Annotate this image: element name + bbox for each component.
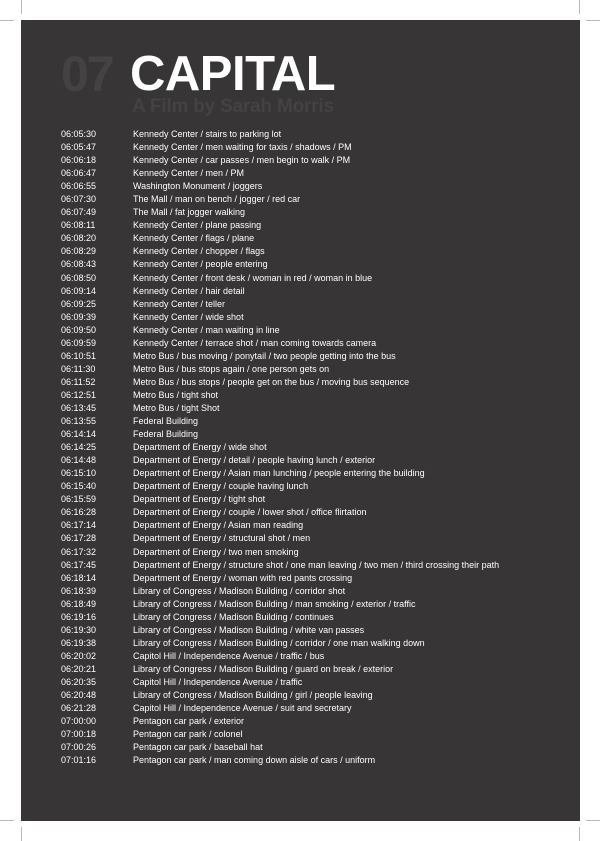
shot-row — [61, 454, 571, 467]
shot-timecode: 06:12:51 — [61, 389, 97, 400]
shot-description: The Mall / man on bench / jogger / red car — [133, 194, 301, 205]
shot-row — [61, 193, 571, 206]
shot-description: Pentagon car park / exterior — [133, 716, 245, 727]
shot-row — [61, 741, 571, 754]
shot-row — [61, 180, 571, 193]
film-subtitle: A Film by Sarah Morris — [132, 96, 334, 117]
shot-timecode: 06:09:50 — [61, 324, 97, 335]
shot-row — [61, 141, 571, 154]
shot-description: Capitol Hill / Independence Avenue / suit and secretary — [133, 703, 352, 714]
shot-timecode: 06:18:49 — [61, 598, 97, 609]
shot-description: Library of Congress / Madison Building / guard on break / exterior — [133, 663, 394, 674]
shot-description: Department of Energy / couple having lunch — [133, 481, 309, 492]
shot-description: Department of Energy / Asian man reading — [133, 520, 304, 531]
shot-description: Capitol Hill / Independence Avenue / traffic — [133, 676, 303, 687]
shot-row — [61, 154, 571, 167]
shot-timecode: 07:00:18 — [61, 729, 97, 740]
shot-description: Washington Monument / joggers — [133, 181, 263, 192]
shot-timecode: 06:15:40 — [61, 481, 97, 492]
shot-timecode: 06:21:28 — [61, 703, 97, 714]
shot-timecode: 06:20:02 — [61, 650, 97, 661]
shot-description: Pentagon car park / colonel — [133, 729, 243, 740]
shot-timecode: 06:09:14 — [61, 285, 97, 296]
shot-row — [61, 480, 571, 493]
shot-timecode: 06:08:50 — [61, 272, 97, 283]
shot-description: Department of Energy / tight shot — [133, 494, 266, 505]
shot-timecode: 06:06:47 — [61, 168, 97, 179]
shot-row — [61, 272, 571, 285]
shot-timecode: 07:00:26 — [61, 742, 97, 753]
crop-mark — [586, 820, 600, 821]
shot-row — [61, 702, 571, 715]
shot-row — [61, 532, 571, 545]
shot-timecode: 06:08:29 — [61, 246, 97, 257]
shot-row — [61, 728, 571, 741]
shot-timecode: 07:01:16 — [61, 755, 97, 766]
shot-timecode: 06:13:45 — [61, 402, 97, 413]
shot-timecode: 06:13:55 — [61, 416, 97, 427]
poster-header — [61, 46, 561, 116]
shot-row — [61, 585, 571, 598]
shot-row — [61, 415, 571, 428]
shot-timecode: 06:06:55 — [61, 181, 97, 192]
shot-description: Library of Congress / Madison Building / man smoking / exterior / traffic — [133, 598, 416, 609]
shot-row — [61, 663, 571, 676]
shot-timecode: 06:09:39 — [61, 311, 97, 322]
shot-timecode: 06:07:30 — [61, 194, 97, 205]
shot-row — [61, 206, 571, 219]
shot-description: Department of Energy / wide shot — [133, 442, 267, 453]
crop-mark — [579, 827, 580, 841]
shot-description: Kennedy Center / terrace shot / man coming towards camera — [133, 337, 377, 348]
shot-timecode: 07:00:00 — [61, 716, 97, 727]
crop-mark — [21, 0, 22, 14]
shot-description: Department of Energy / two men smoking — [133, 546, 299, 557]
shot-row — [61, 285, 571, 298]
shot-timecode: 06:20:35 — [61, 676, 97, 687]
shot-description: Library of Congress / Madison Building / corridor shot — [133, 585, 346, 596]
shot-row — [61, 650, 571, 663]
shot-timecode: 06:11:30 — [61, 363, 96, 374]
shot-timecode: 06:06:18 — [61, 155, 97, 166]
shot-description: Department of Energy / detail / people having lunch / exterior — [133, 455, 376, 466]
shot-row — [61, 232, 571, 245]
shot-description: Kennedy Center / man waiting in line — [133, 324, 280, 335]
shot-row — [61, 402, 571, 415]
shot-row — [61, 624, 571, 637]
shot-description: Kennedy Center / wide shot — [133, 311, 244, 322]
shot-timecode: 06:09:59 — [61, 337, 97, 348]
shot-description: Kennedy Center / stairs to parking lot — [133, 129, 282, 139]
shot-row — [61, 389, 571, 402]
shot-timecode: 06:08:43 — [61, 259, 97, 270]
shot-timecode: 06:17:45 — [61, 559, 97, 570]
crop-mark — [0, 20, 14, 21]
shot-description: Kennedy Center / chopper / flags — [133, 246, 265, 257]
shot-description: The Mall / fat jogger walking — [133, 207, 246, 218]
shot-description: Library of Congress / Madison Building / continues — [133, 611, 334, 622]
shot-row — [61, 467, 571, 480]
shot-row — [61, 546, 571, 559]
shot-timecode: 06:19:16 — [61, 611, 97, 622]
shot-description: Capitol Hill / Independence Avenue / traffic / bus — [133, 650, 325, 661]
shot-description: Kennedy Center / plane passing — [133, 220, 262, 231]
crop-mark — [586, 20, 600, 21]
shot-timecode: 06:15:59 — [61, 494, 97, 505]
shot-row — [61, 219, 571, 232]
shot-timecode: 06:10:51 — [61, 350, 97, 361]
shot-description: Pentagon car park / man coming down aisle of cars / uniform — [133, 755, 376, 766]
shot-row — [61, 519, 571, 532]
shot-timecode: 06:17:28 — [61, 533, 97, 544]
shot-row — [61, 324, 571, 337]
shot-timecode: 06:17:14 — [61, 520, 97, 531]
shot-timecode: 06:11:52 — [61, 376, 96, 387]
shot-list — [61, 128, 571, 767]
shot-description: Department of Energy / structural shot / men — [133, 533, 311, 544]
shot-description: Kennedy Center / men / PM — [133, 168, 245, 179]
crop-mark — [0, 820, 14, 821]
shot-row — [61, 245, 571, 258]
shot-row — [61, 428, 571, 441]
shot-timecode: 06:05:47 — [61, 142, 97, 153]
shot-row — [61, 441, 571, 454]
film-number: 07 — [61, 46, 113, 102]
shot-description: Federal Building — [133, 416, 199, 427]
shot-row — [61, 637, 571, 650]
shot-timecode: 06:05:30 — [61, 129, 97, 139]
shot-row — [61, 350, 571, 363]
shot-timecode: 06:18:14 — [61, 572, 97, 583]
shot-description: Kennedy Center / car passes / men begin to walk / PM — [133, 155, 351, 166]
shot-row — [61, 715, 571, 728]
shot-row — [61, 572, 571, 585]
shot-description: Kennedy Center / flags / plane — [133, 233, 255, 244]
shot-row — [61, 689, 571, 702]
shot-description: Federal Building — [133, 429, 199, 440]
shot-description: Kennedy Center / front desk / woman in red / woman in blue — [133, 272, 373, 283]
shot-timecode: 06:07:49 — [61, 207, 97, 218]
shot-description: Metro Bus / tight Shot — [133, 402, 220, 413]
shot-description: Kennedy Center / men waiting for taxis / shadows / PM — [133, 142, 352, 153]
shot-timecode: 06:20:48 — [61, 690, 97, 701]
shot-timecode: 06:09:25 — [61, 298, 97, 309]
shot-row — [61, 611, 571, 624]
shot-description: Kennedy Center / teller — [133, 298, 226, 309]
shot-row — [61, 598, 571, 611]
shot-row — [61, 493, 571, 506]
shot-description: Department of Energy / woman with red pants crossing — [133, 572, 353, 583]
shot-description: Kennedy Center / hair detail — [133, 285, 245, 296]
shot-timecode: 06:14:25 — [61, 442, 97, 453]
shot-timecode: 06:18:39 — [61, 585, 97, 596]
shot-row — [61, 337, 571, 350]
film-title: CAPITAL — [130, 47, 336, 101]
shot-timecode: 06:14:48 — [61, 455, 97, 466]
shot-description: Library of Congress / Madison Building / girl / people leaving — [133, 690, 373, 701]
shot-timecode: 06:15:10 — [61, 468, 97, 479]
shot-row — [61, 559, 571, 572]
shot-row — [61, 676, 571, 689]
shot-timecode: 06:08:11 — [61, 220, 96, 231]
shot-row — [61, 376, 571, 389]
shot-description: Pentagon car park / baseball hat — [133, 742, 263, 753]
shot-row — [61, 363, 571, 376]
shot-timecode: 06:17:32 — [61, 546, 97, 557]
shot-description: Kennedy Center / people entering — [133, 259, 268, 270]
shot-timecode: 06:08:20 — [61, 233, 97, 244]
shot-row — [61, 258, 571, 271]
poster-sheet — [21, 20, 580, 821]
shot-description: Metro Bus / tight shot — [133, 389, 219, 400]
shot-description: Metro Bus / bus stops / people get on the bus / moving bus sequence — [133, 376, 410, 387]
shot-description: Department of Energy / couple / lower shot / office flirtation — [133, 507, 367, 518]
shot-row — [61, 128, 571, 141]
shot-description: Metro Bus / bus moving / ponytail / two people getting into the bus — [133, 350, 396, 361]
crop-mark — [21, 827, 22, 841]
shot-description: Library of Congress / Madison Building / white van passes — [133, 624, 365, 635]
shot-timecode: 06:20:21 — [61, 663, 97, 674]
shot-timecode: 06:19:38 — [61, 637, 97, 648]
shot-timecode: 06:14:14 — [61, 429, 97, 440]
shot-timecode: 06:19:30 — [61, 624, 97, 635]
shot-description: Department of Energy / Asian man lunching / people entering the building — [133, 468, 425, 479]
shot-description: Department of Energy / structure shot / one man leaving / two men / third crossing their path — [133, 559, 500, 570]
shot-timecode: 06:16:28 — [61, 507, 97, 518]
shot-row — [61, 298, 571, 311]
shot-description: Library of Congress / Madison Building / corridor / one man walking down — [133, 637, 425, 648]
shot-row — [61, 311, 571, 324]
shot-row — [61, 754, 571, 767]
shot-description: Metro Bus / bus stops again / one person gets on — [133, 363, 330, 374]
shot-row — [61, 167, 571, 180]
crop-mark — [579, 0, 580, 14]
shot-row — [61, 506, 571, 519]
